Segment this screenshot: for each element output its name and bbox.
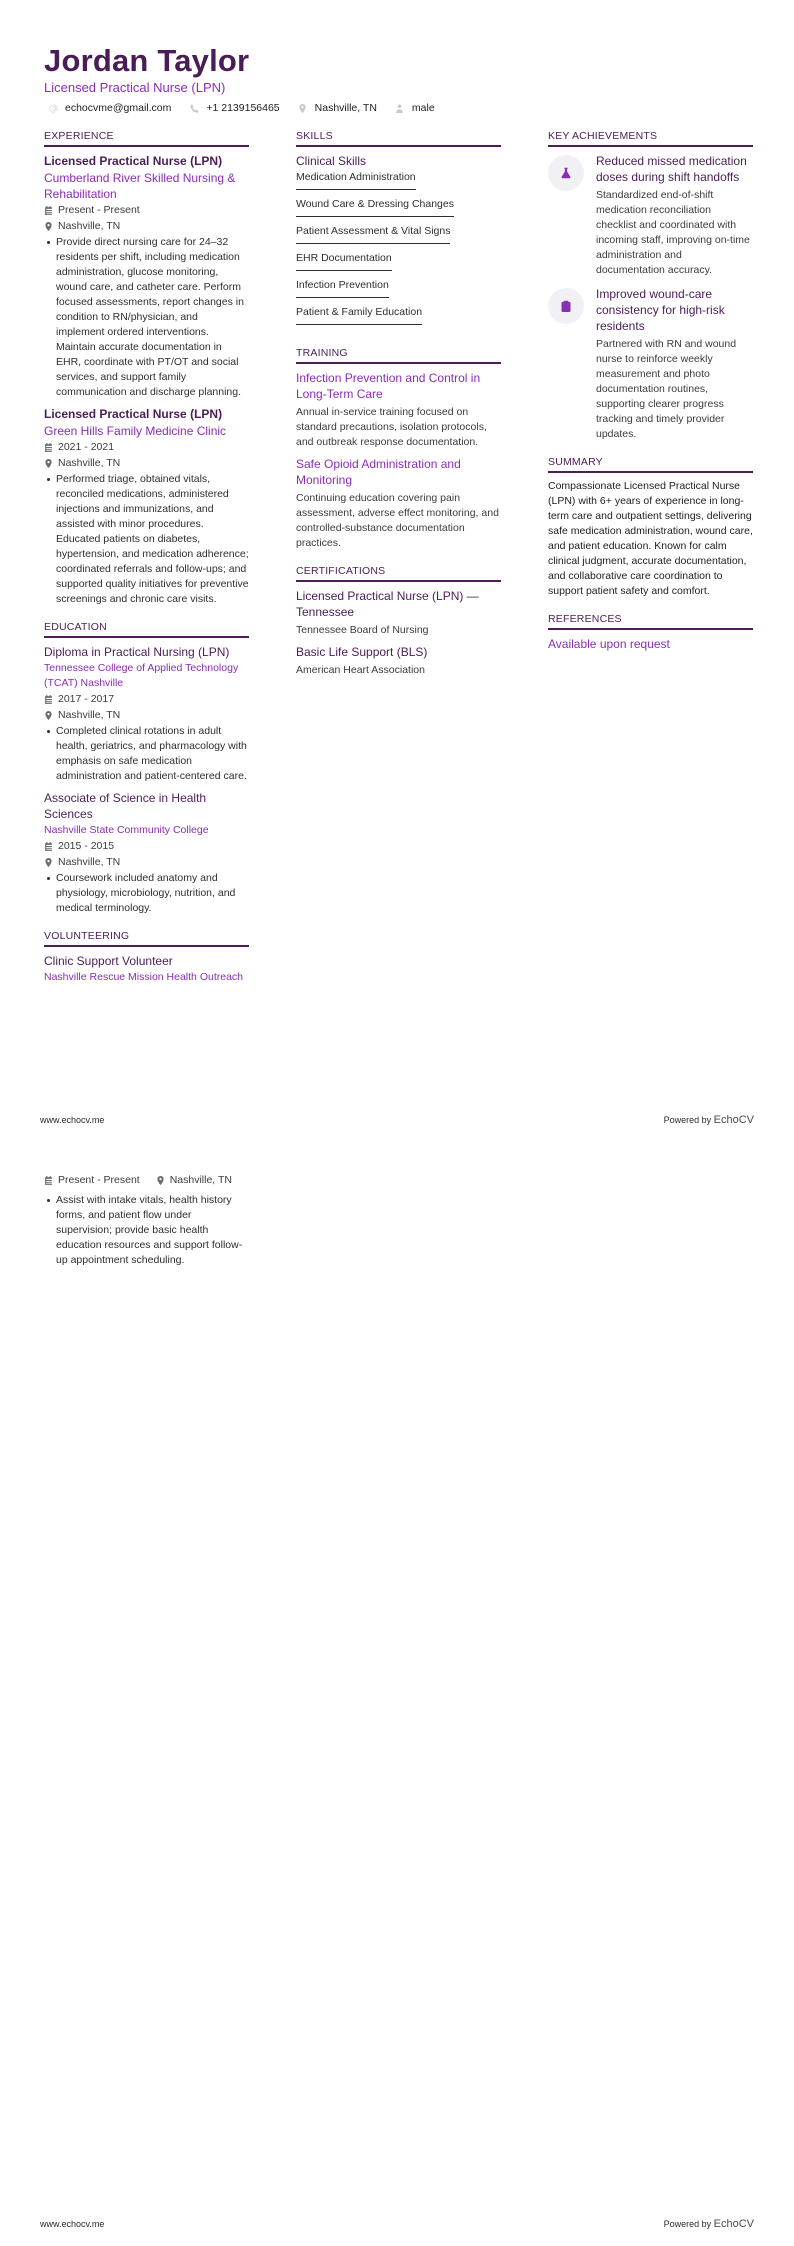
training-desc: Continuing education covering pain assessment, adverse effect monitoring, and controlled-substance documentation practices. bbox=[296, 492, 499, 549]
volunteering-overflow bbox=[44, 1173, 249, 1268]
job-title: Licensed Practical Nurse (LPN) bbox=[44, 407, 223, 421]
section-heading: SUMMARY bbox=[548, 456, 753, 473]
page-footer bbox=[40, 1114, 754, 1126]
footer-brand: EchoCV bbox=[713, 1114, 754, 1126]
education-entry bbox=[44, 790, 249, 916]
achievement-title: Reduced missed medication doses during shift handoffs bbox=[596, 154, 747, 184]
bullet-item: Assist with intake vitals, health history forms, and patient flow under supervision; provide basic health education resources and support follow-up appointment scheduling. bbox=[44, 1193, 249, 1268]
contact-location: Nashville, TN bbox=[294, 102, 377, 114]
skill-item: Patient Assessment & Vital Signs bbox=[296, 225, 450, 244]
volunteer-location: Nashville, TN bbox=[156, 1173, 232, 1188]
calendar-icon bbox=[44, 842, 53, 851]
certification-issuer: American Heart Association bbox=[296, 664, 425, 676]
certification-title: Basic Life Support (BLS) bbox=[296, 645, 428, 659]
job-title: Licensed Practical Nurse (LPN) bbox=[44, 154, 223, 168]
calendar-icon bbox=[44, 1176, 53, 1185]
skills-section bbox=[296, 130, 501, 333]
skills-list bbox=[296, 171, 501, 333]
calendar-icon bbox=[44, 695, 53, 704]
education-bullets bbox=[44, 871, 249, 916]
candidate-title: Licensed Practical Nurse (LPN) bbox=[44, 80, 226, 95]
training-title: Infection Prevention and Control in Long-Term Care bbox=[296, 371, 481, 401]
training-entry bbox=[296, 370, 501, 450]
achievement-title: Improved wound-care consistency for high-risk residents bbox=[596, 287, 725, 333]
school-location: Nashville, TN bbox=[44, 708, 249, 723]
job-bullets bbox=[44, 472, 249, 607]
location-icon bbox=[44, 222, 53, 231]
contact-email[interactable]: echocvme@gmail.com bbox=[44, 102, 171, 114]
training-section bbox=[296, 347, 501, 551]
middle-column bbox=[296, 130, 501, 692]
achievement-desc: Standardized end-of-shift medication reconciliation checklist and coordinated with incoming staff, improving on-time administration and documentation accuracy. bbox=[596, 189, 750, 276]
flask-icon bbox=[548, 155, 584, 191]
bullet-item: Coursework included anatomy and physiology, microbiology, nutrition, and medical terminology. bbox=[44, 871, 249, 916]
section-heading: TRAINING bbox=[296, 347, 501, 364]
bullet-item: Completed clinical rotations in adult health, geriatrics, and pharmacology with emphasis on safe medication administration and patient-centered care. bbox=[44, 724, 249, 784]
date-range: Present - Present bbox=[44, 203, 249, 218]
section-heading: KEY ACHIEVEMENTS bbox=[548, 130, 753, 147]
school: Tennessee College of Applied Technology (TCAT) Nashville bbox=[44, 662, 239, 689]
experience-entry bbox=[44, 153, 249, 400]
skill-item: Infection Prevention bbox=[296, 279, 389, 298]
contact-gender: male bbox=[391, 102, 435, 114]
achievement-desc: Partnered with RN and wound nurse to reinforce weekly measurement and photo documentation routines, supporting clearer progress tracking and timely provider updates. bbox=[596, 338, 737, 440]
job-bullets bbox=[44, 235, 249, 400]
certification-entry bbox=[296, 588, 501, 638]
certification-title: Licensed Practical Nurse (LPN) — Tennessee bbox=[296, 589, 479, 619]
location-icon bbox=[298, 103, 308, 113]
footer-site-link[interactable]: www.echocv.me bbox=[40, 1115, 105, 1125]
left-column bbox=[44, 130, 249, 999]
certifications-section bbox=[296, 565, 501, 678]
skill-item: Wound Care & Dressing Changes bbox=[296, 198, 454, 217]
section-heading: SKILLS bbox=[296, 130, 501, 147]
section-heading: EXPERIENCE bbox=[44, 130, 249, 147]
certification-issuer: Tennessee Board of Nursing bbox=[296, 624, 429, 636]
section-heading: VOLUNTEERING bbox=[44, 930, 249, 947]
education-entry bbox=[44, 644, 249, 784]
job-location: Nashville, TN bbox=[44, 456, 249, 471]
volunteer-org: Nashville Rescue Mission Health Outreach bbox=[44, 971, 244, 983]
summary-section bbox=[548, 456, 753, 599]
volunteer-role: Clinic Support Volunteer bbox=[44, 954, 173, 968]
achievements-section bbox=[548, 130, 753, 442]
training-title: Safe Opioid Administration and Monitoring bbox=[296, 457, 461, 487]
training-entry bbox=[296, 456, 501, 551]
date-range: 2021 - 2021 bbox=[44, 440, 249, 455]
date-range: Present - Present bbox=[44, 1173, 140, 1188]
section-heading: CERTIFICATIONS bbox=[296, 565, 501, 582]
location-icon bbox=[44, 459, 53, 468]
email-icon bbox=[48, 103, 58, 113]
person-icon bbox=[395, 103, 405, 113]
phone-icon bbox=[189, 103, 199, 113]
right-column bbox=[548, 130, 753, 666]
education-bullets bbox=[44, 724, 249, 784]
calendar-icon bbox=[44, 443, 53, 452]
skill-group-title: Clinical Skills bbox=[296, 154, 367, 168]
location-icon bbox=[156, 1176, 165, 1185]
volunteering-entry bbox=[44, 953, 249, 985]
date-range: 2015 - 2015 bbox=[44, 839, 249, 854]
volunteering-section bbox=[44, 930, 249, 985]
location-icon bbox=[44, 858, 53, 867]
references-section bbox=[548, 613, 753, 652]
employer: Green Hills Family Medicine Clinic bbox=[44, 424, 227, 438]
candidate-name: Jordan Taylor bbox=[44, 43, 250, 78]
section-heading: REFERENCES bbox=[548, 613, 753, 630]
bullet-item: Provide direct nursing care for 24–32 residents per shift, including medication administration, glucose monitoring, wound care, and catheter care. Perform focused assessments, report changes in condition to RN/physician, and implement ordered interventions. Maintain accurate documentation in EHR, coordinate with PT/OT and social services, and support family communication and discharge planning. bbox=[44, 235, 249, 400]
experience-section bbox=[44, 130, 249, 607]
achievement-body bbox=[596, 286, 753, 442]
volunteer-meta bbox=[44, 1173, 249, 1188]
degree: Diploma in Practical Nursing (LPN) bbox=[44, 645, 230, 659]
degree: Associate of Science in Health Sciences bbox=[44, 791, 207, 821]
location-icon bbox=[44, 711, 53, 720]
page-footer bbox=[40, 2218, 754, 2230]
school: Nashville State Community College bbox=[44, 824, 209, 836]
education-section bbox=[44, 621, 249, 916]
summary-text: Compassionate Licensed Practical Nurse (LPN) with 6+ years of experience in long-term care and outpatient settings, delivering safe medication administration, wound care, and patient education. Known for calm clinical judgment, accurate documentation, and collaborative care coordination to support patient safety and comfort. bbox=[548, 480, 753, 597]
calendar-icon bbox=[44, 206, 53, 215]
school-location: Nashville, TN bbox=[44, 855, 249, 870]
contact-row bbox=[44, 102, 449, 114]
footer-site-link[interactable]: www.echocv.me bbox=[40, 2219, 105, 2229]
job-location: Nashville, TN bbox=[44, 219, 249, 234]
volunteer-bullets bbox=[44, 1193, 249, 1268]
experience-entry bbox=[44, 406, 249, 607]
achievement-entry bbox=[548, 286, 753, 442]
footer-powered-by: Powered by EchoCV bbox=[663, 2218, 754, 2230]
footer-brand: EchoCV bbox=[713, 2218, 754, 2230]
contact-phone[interactable]: +1 2139156465 bbox=[185, 102, 279, 114]
skill-item: Patient & Family Education bbox=[296, 306, 422, 325]
achievement-body bbox=[596, 153, 753, 278]
employer: Cumberland River Skilled Nursing & Rehabilitation bbox=[44, 171, 236, 201]
footer-powered-by: Powered by EchoCV bbox=[663, 1114, 754, 1126]
skill-item: EHR Documentation bbox=[296, 252, 392, 271]
clipboard-icon bbox=[548, 288, 584, 324]
bullet-item: Performed triage, obtained vitals, reconciled medications, administered injections and immunizations, and assisted with minor procedures. Educated patients on diabetes, hypertension, and medication adherence; coordinated referrals and follow-ups; and supported quality initiatives for preventive screenings and chronic care visits. bbox=[44, 472, 249, 607]
achievement-entry bbox=[548, 153, 753, 278]
date-range: 2017 - 2017 bbox=[44, 692, 249, 707]
references-text: Available upon request bbox=[548, 637, 670, 651]
training-desc: Annual in-service training focused on standard precautions, isolation protocols, and outbreak response documentation. bbox=[296, 406, 487, 448]
certification-entry bbox=[296, 644, 501, 678]
skill-item: Medication Administration bbox=[296, 171, 416, 190]
resume-header bbox=[44, 44, 449, 114]
section-heading: EDUCATION bbox=[44, 621, 249, 638]
